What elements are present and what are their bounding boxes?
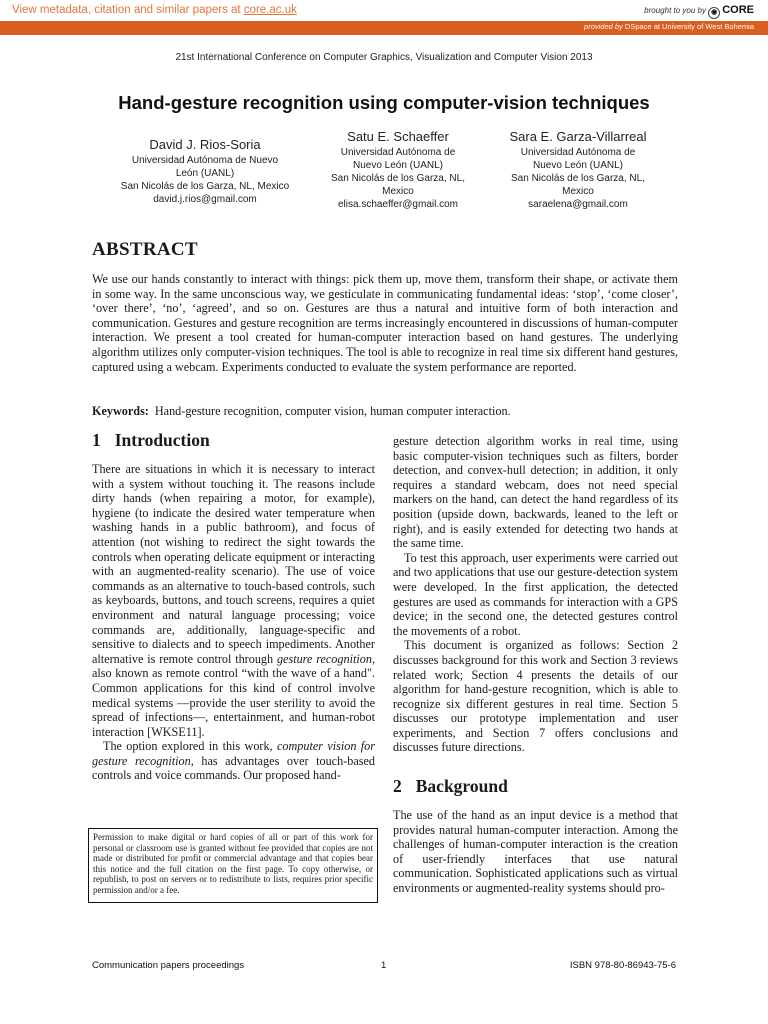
- core-banner-top: [0, 0, 768, 22]
- section-title: Introduction: [114, 430, 210, 450]
- keywords: [92, 404, 678, 419]
- author-email: saraelena@gmail.com: [528, 199, 628, 210]
- right-column-text: [393, 434, 678, 755]
- conference-header: 21st International Conference on Computer Graphics, Visualization and Computer Vision 2013: [175, 52, 593, 63]
- background-text: [393, 808, 678, 896]
- author-name: Satu E. Schaeffer: [347, 129, 449, 144]
- affiliation-line: Universidad Autónoma de Nuevo: [131, 155, 279, 166]
- emphasis: gesture recognition: [276, 651, 372, 666]
- keywords-text: Hand-gesture recognition, computer vision, human computer interaction.: [154, 404, 511, 418]
- core-provider-strip: [0, 21, 768, 35]
- author-2: [322, 128, 474, 211]
- author-3: [498, 128, 658, 211]
- affiliation-line: Nuevo León (UANL): [352, 160, 444, 171]
- paragraph: This document is organized as follows: Section 2 discusses background for this work and Section 3 reviews related work; Section 4 presents the details of our algorithm for hand-gesture recognition, which is able to recognize six different gestures in real time. Section 5 discusses our prototype implementation and user experiments, and Section 7 offers conclusions and discusses future directions.: [393, 638, 678, 755]
- permission-notice: Permission to make digital or hard copies of all or part of this work for personal or classroom use is granted without fee provided that copies are not made or distributed for profit or commercial advantage and that copies bear this notice and the full citation on the first page. To copy otherwise, or republish, to post on servers or to redistribute to lists, requires prior specific permission and/or a fee.: [88, 828, 378, 903]
- affiliation-line: Mexico: [562, 186, 594, 197]
- affiliation-line: San Nicolás de los Garza, NL, Mexico: [120, 181, 290, 192]
- section-number: 2: [393, 776, 402, 796]
- core-banner: [0, 0, 768, 36]
- paragraph: To test this approach, user experiments were carried out and two applications that use our gesture-detection system were developed. In the first application, the detected gestures are used as commands for interaction with a GPS device; in the second one, the detected gestures control the movements of a robot.: [393, 550, 678, 638]
- abstract-heading: ABSTRACT: [92, 239, 198, 260]
- affiliation-line: San Nicolás de los Garza, NL,: [511, 173, 645, 184]
- core-metadata-link[interactable]: View metadata, citation and similar papers at core.ac.uk: [12, 4, 297, 16]
- section-number: 1: [92, 430, 101, 450]
- author-name: David J. Rios-Soria: [149, 137, 261, 152]
- core-site-link[interactable]: core.ac.uk: [243, 4, 297, 16]
- core-logo[interactable]: [708, 4, 754, 19]
- left-column-text: [92, 462, 375, 783]
- footer-proceedings: Communication papers proceedings: [92, 960, 245, 971]
- section-heading-introduction: [92, 430, 210, 451]
- section-heading-background: [393, 776, 508, 797]
- footer-isbn: ISBN 978-80-86943-75-6: [569, 960, 676, 971]
- author-1: [110, 136, 300, 206]
- author-email: elisa.schaeffer@gmail.com: [337, 199, 458, 210]
- provider-name[interactable]: DSpace at University of West Bohemia: [624, 22, 754, 31]
- affiliation-line: León (UANL): [175, 168, 235, 179]
- core-logo-icon: ◉: [708, 7, 720, 19]
- emphasis: computer vision for gesture recognition: [92, 739, 375, 768]
- brought-to-you-label: brought to you by: [644, 6, 706, 15]
- footer-page-number: 1: [381, 960, 387, 971]
- core-logo-text: CORE: [722, 4, 754, 16]
- affiliation-line: Mexico: [382, 186, 414, 197]
- paragraph: The option explored in this work, computer vision for gesture recognition, has advantages over touch-based controls and voice commands. Our proposed hand-: [92, 739, 375, 783]
- affiliation-line: Nuevo León (UANL): [532, 160, 624, 171]
- author-email: david.j.rios@gmail.com: [153, 194, 257, 205]
- provider-text: provided by DSpace at University of West Bohemia: [584, 22, 754, 31]
- paragraph: The use of the hand as an input device is a method that provides natural human-computer interaction. Among the challenges of human-computer interaction is the creation of user-friendly interfaces that use natural communication. Sophisticated applications such as virtual environments or augmented-reality systems should pro-: [393, 808, 678, 895]
- section-title: Background: [415, 776, 508, 796]
- paragraph: gesture detection algorithm works in real time, using basic computer-vision techniques such as filters, border detection, and convex-hull detection; in addition, it only requires a standard webcam, does not need special markers on the hand, can detect the hand regardless of its position (upside down, backwards, leaned to the left or right), and is easily extended for detecting two hands at the same time.: [393, 434, 678, 551]
- author-name: Sara E. Garza-Villarreal: [509, 129, 647, 144]
- affiliation-line: Universidad Autónoma de: [520, 147, 636, 158]
- paper-title: Hand-gesture recognition using computer-vision techniques: [118, 92, 650, 113]
- affiliation-line: San Nicolás de los Garza, NL,: [331, 173, 465, 184]
- abstract-text: We use our hands constantly to interact with things: pick them up, move them, transform their shape, or activate them in some way. In the same unconscious way, we gesticulate in communicating fundamental ideas: ‘stop’, ‘come closer’, ‘over there’, ‘no’, ‘agreed’, and so on. Gestures are thus a natural and intuitive form of both interaction and communication. Gestures and gesture recognition are terms increasingly encountered in discussions of human-computer interaction. We present a tool created for human-computer interaction based on hand gestures. The underlying algorithm utilizes only computer-vision techniques. The tool is able to recognize in real time six different hand gestures, captured using a webcam. Experiments conducted to evaluate the system performance are reported.: [92, 272, 678, 374]
- keywords-label: Keywords:: [92, 404, 149, 418]
- paragraph: There are situations in which it is necessary to interact with a system without touching it. The reasons include dirty hands (when repairing a motor, for example), hygiene (to indicate the desired water temperature when washing hands in a public bathroom), and focus of attention (not wishing to redirect the sight towards the controls when operating delicate equipment or interacting with an augmented-reality scenario). The use of voice commands as an alternative to touch-based controls, such as keyboards, buttons, and touch screens, requires a quiet environment and natural language processing; voice commands are, additionally, language-specific and sensitive to dialects and to speech impediments. Another alternative is remote control through gesture recognition, also known as remote control “with the wave of a hand". Common applications for this kind of control involve medical systems —provide the user sterility to avoid the spread of infections—, entertainment, and human-robot interaction [WKSE11].: [92, 462, 375, 739]
- affiliation-line: Universidad Autónoma de: [340, 147, 456, 158]
